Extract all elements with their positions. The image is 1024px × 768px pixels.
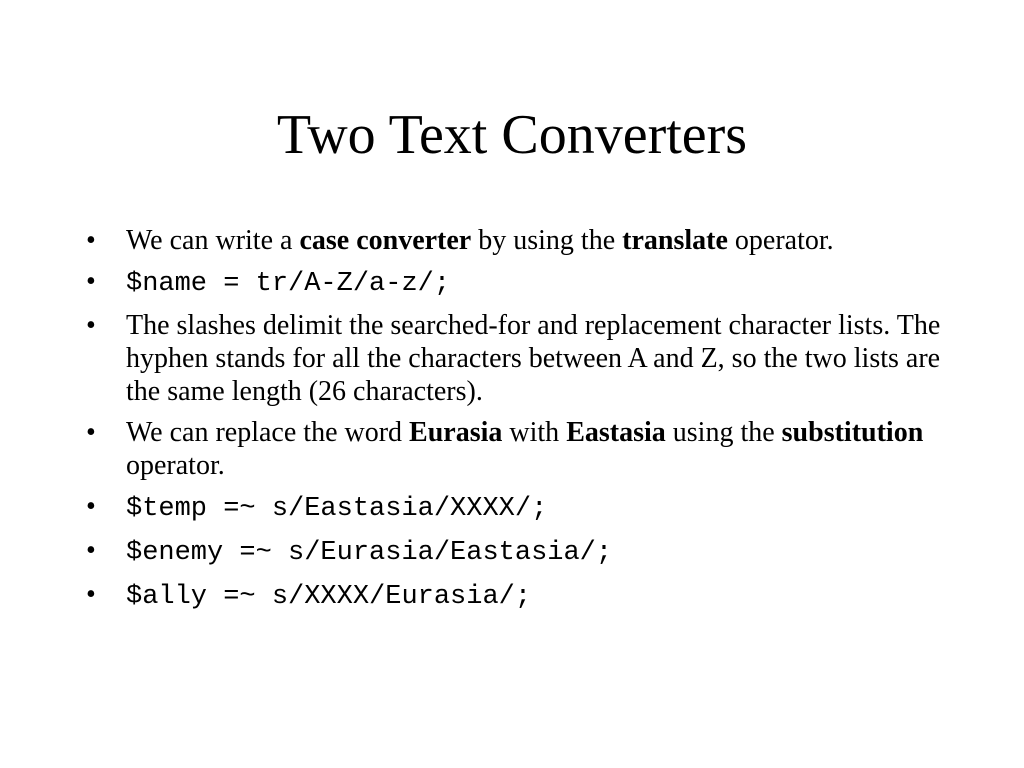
- bullet-text: [126, 225, 834, 256]
- code-bullet-item: [86, 265, 946, 301]
- slide-title: Two Text Converters: [276, 104, 748, 166]
- bullet-marker: •: [86, 266, 96, 297]
- code-line: [126, 494, 547, 524]
- code-line: [126, 269, 450, 299]
- bold-term: case converter: [299, 225, 472, 256]
- bullet-item: [86, 224, 946, 257]
- code-bullet-item: [86, 578, 946, 614]
- text-run: operator.: [126, 450, 225, 481]
- code-line: [126, 582, 531, 612]
- text-run: using the: [665, 417, 782, 448]
- bullet-list: [86, 224, 946, 622]
- bullet-item: [86, 309, 946, 408]
- bullet-marker: •: [86, 579, 96, 610]
- text-run: $ally =~ s/XXXX/Eurasia/;: [126, 582, 532, 612]
- text-run: $enemy =~ s/Eurasia/Eastasia/;: [126, 538, 613, 568]
- code-bullet-item: [86, 490, 946, 526]
- text-run: The slashes delimit the searched-for and replacement character lists. The hyphen stands for all the characters between A and Z, so the two lists are the same length (26 characters).: [126, 310, 941, 407]
- text-run: with: [502, 417, 567, 448]
- text-run: operator.: [727, 225, 834, 256]
- bullet-marker: •: [86, 417, 96, 448]
- text-run: $temp =~ s/Eastasia/XXXX/;: [126, 494, 548, 524]
- bold-term: Eastasia: [566, 417, 666, 448]
- bullet-marker: •: [86, 535, 96, 566]
- code-line: [126, 538, 612, 568]
- bullet-text: [126, 417, 923, 481]
- text-run: We can replace the word: [126, 417, 410, 448]
- bullet-marker: •: [86, 491, 96, 522]
- text-run: by using the: [471, 225, 623, 256]
- text-run: We can write a: [126, 225, 300, 256]
- bullet-marker: •: [86, 225, 96, 256]
- bold-term: substitution: [781, 417, 924, 448]
- bullet-item: [86, 416, 946, 482]
- bullet-text: [126, 310, 940, 407]
- bold-term: Eurasia: [409, 417, 503, 448]
- text-run: $name = tr/A-Z/a-z/;: [126, 269, 451, 299]
- bullet-marker: •: [86, 310, 96, 341]
- code-bullet-item: [86, 534, 946, 570]
- bold-term: translate: [622, 225, 728, 256]
